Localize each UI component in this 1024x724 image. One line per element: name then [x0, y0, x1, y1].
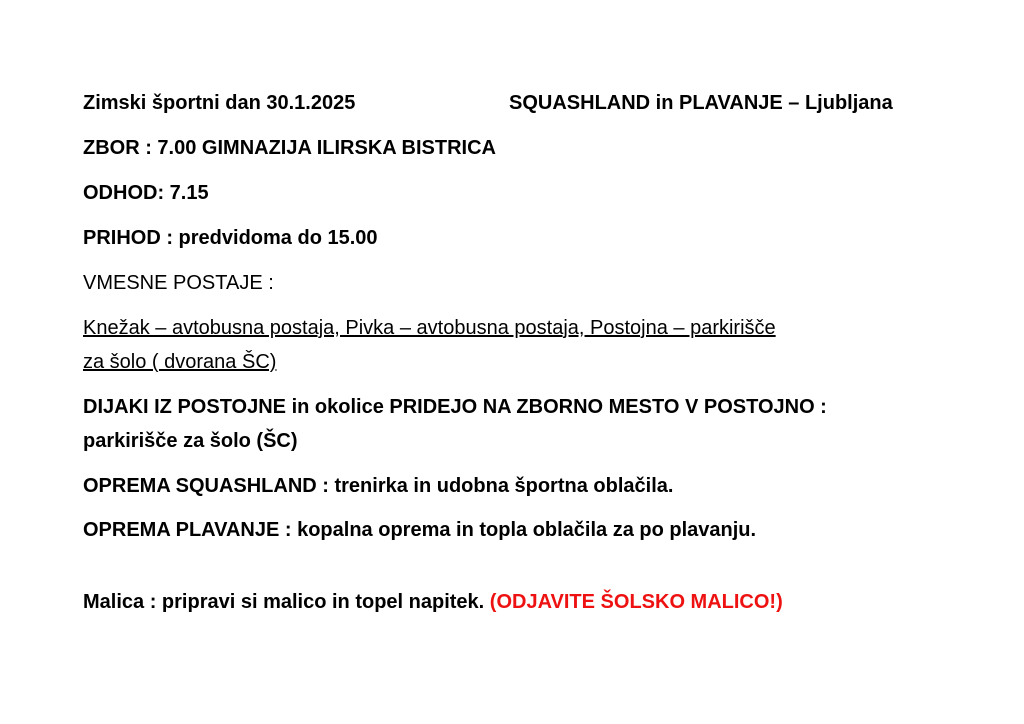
postojna-note-line-1: DIJAKI IZ POSTOJNE in okolice PRIDEJO NA ZBORNO MESTO V POSTOJNO :	[83, 396, 827, 418]
departure-time: ODHOD: 7.15	[83, 182, 209, 204]
stops-label: VMESNE POSTAJE :	[83, 272, 274, 294]
arrival-time: PRIHOD : predvidoma do 15.00	[83, 227, 378, 249]
stops-line-1: Knežak – avtobusna postaja, Pivka – avtobusna postaja, Postojna – parkirišče	[83, 317, 776, 339]
postojna-note-line-2: parkirišče za šolo (ŠC)	[83, 430, 298, 452]
lunch-text: Malica : pripravi si malico in topel napitek.	[83, 591, 485, 613]
stops-line-2: za šolo ( dvorana ŠC)	[83, 351, 277, 373]
equipment-squash: OPREMA SQUASHLAND : trenirka in udobna športna oblačila.	[83, 475, 674, 497]
lunch-alert: (ODJAVITE ŠOLSKO MALICO!)	[489, 591, 783, 613]
lunch-note	[83, 585, 963, 619]
stops-list	[83, 311, 963, 379]
equipment-swimming: OPREMA PLAVANJE : kopalna oprema in topla oblačila za po plavanju.	[83, 519, 757, 541]
document-body	[83, 86, 963, 619]
event-location: SQUASHLAND in PLAVANJE – Ljubljana	[509, 92, 893, 114]
event-title-line	[83, 86, 963, 120]
postojna-students-note	[83, 390, 963, 458]
meeting-point: ZBOR : 7.00 GIMNAZIJA ILIRSKA BISTRICA	[83, 137, 496, 159]
event-name: Zimski športni dan 30.1.2025	[83, 92, 356, 114]
